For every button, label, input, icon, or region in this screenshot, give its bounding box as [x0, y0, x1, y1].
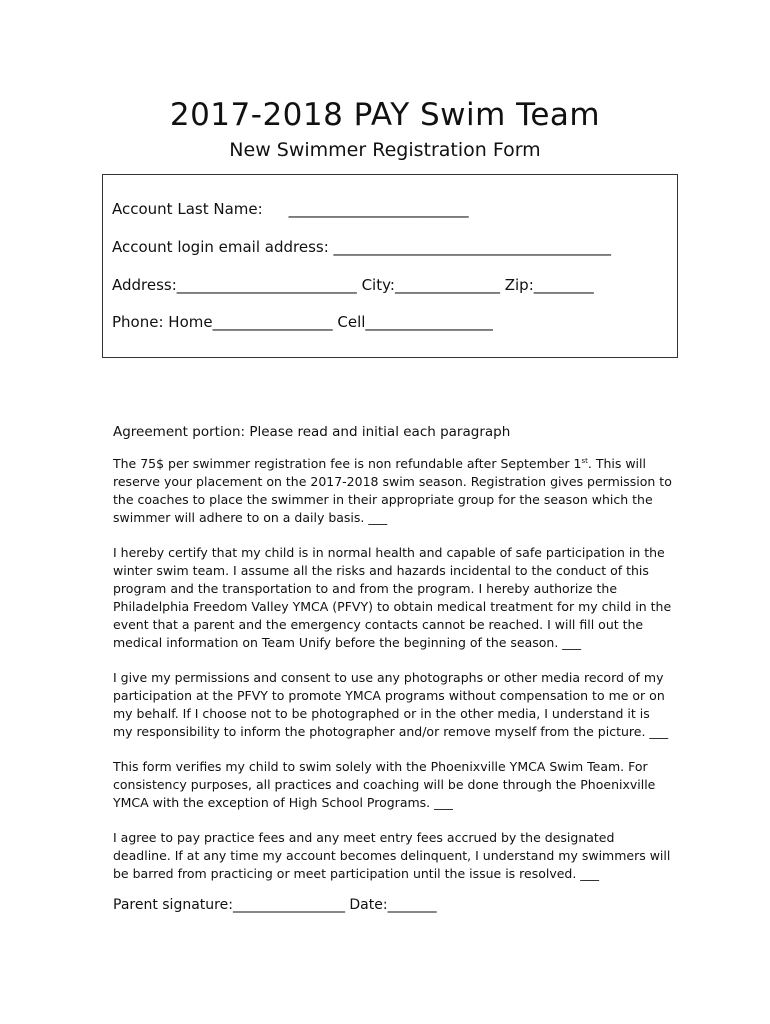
account-last-name-label: Account Last Name:: [112, 200, 263, 218]
agreement-section: [113, 423, 673, 900]
form-title: 2017-2018 PAY Swim Team: [169, 97, 601, 133]
agreement-paragraph-media: I give my permissions and consent to use any photographs or other media record of my participation at the PFVY to promote YMCA programs without compensation to me or on my behalf. If I choose not to be photographed or in the other media, I understand it is my responsibility to inform the photographer and/or remove myself from the picture. ___: [113, 670, 669, 739]
account-email-field[interactable]: _____________________________________: [333, 238, 612, 256]
city-label: City:: [361, 276, 395, 294]
city-field[interactable]: ______________: [394, 276, 500, 294]
account-info-box: [102, 174, 678, 358]
address-label: Address:: [112, 276, 177, 294]
agreement-paragraph-health: I hereby certify that my child is in normal health and capable of safe participation in the winter swim team. I assume all the risks and hazards incidental to the conduct of this program and the transportation to and from the program. I hereby authorize the Philadelphia Freedom Valley YMCA (PFVY) to obtain medical treatment for my child in the event that a parent and the emergency contacts cannot be reached. I will fill out the medical information on Team Unify before the beginning of the season. ___: [113, 545, 672, 650]
form-subtitle: New Swimmer Registration Form: [229, 139, 541, 161]
address-field[interactable]: ________________________: [176, 276, 357, 294]
phone-home-field[interactable]: ________________: [212, 313, 333, 331]
fee-text-start: The 75$ per swimmer registration fee is non refundable after September 1: [113, 456, 582, 471]
agreement-paragraph-fee: [113, 455, 673, 527]
phone-home-label: Phone: Home: [112, 313, 213, 331]
agreement-paragraph-fees: I agree to pay practice fees and any meet entry fees accrued by the designated deadline. If at any time my account becomes delinquent, I understand my swimmers will be barred from practicing or meet participation until the issue is resolved. ___: [113, 830, 671, 881]
phone-row: [112, 313, 493, 331]
agreement-paragraph-team: This form verifies my child to swim solely with the Phoenixville YMCA Swim Team. For consistency purposes, all practices and coaching will be done through the Phoenixville YMCA with the exception of High School Programs. ___: [113, 759, 656, 810]
parent-signature-label: Parent signature:: [113, 897, 233, 913]
fee-text-superscript: st: [581, 456, 588, 465]
cell-label: Cell: [337, 313, 366, 331]
date-field[interactable]: _______: [387, 897, 437, 913]
agreement-heading: Agreement portion: Please read and initial each paragraph: [113, 424, 511, 440]
parent-signature-field[interactable]: ________________: [232, 897, 345, 913]
fee-text-end: . This will reserve your placement on the 2017-2018 swim season. Registration gives permission to the coaches to place the swimmer in their appropriate group for the season which the swimmer will adhere to on a daily basis. ___: [113, 456, 672, 525]
account-email-row: [112, 238, 611, 256]
address-row: [112, 276, 594, 294]
zip-label: Zip:: [504, 276, 534, 294]
date-label: Date:: [349, 897, 388, 913]
account-last-name-field[interactable]: ________________________: [288, 200, 469, 218]
account-last-name-row: [112, 200, 469, 218]
cell-field[interactable]: _________________: [365, 313, 493, 331]
account-email-label: Account login email address:: [112, 238, 329, 256]
zip-field[interactable]: ________: [533, 276, 594, 294]
signature-row: [113, 897, 437, 913]
